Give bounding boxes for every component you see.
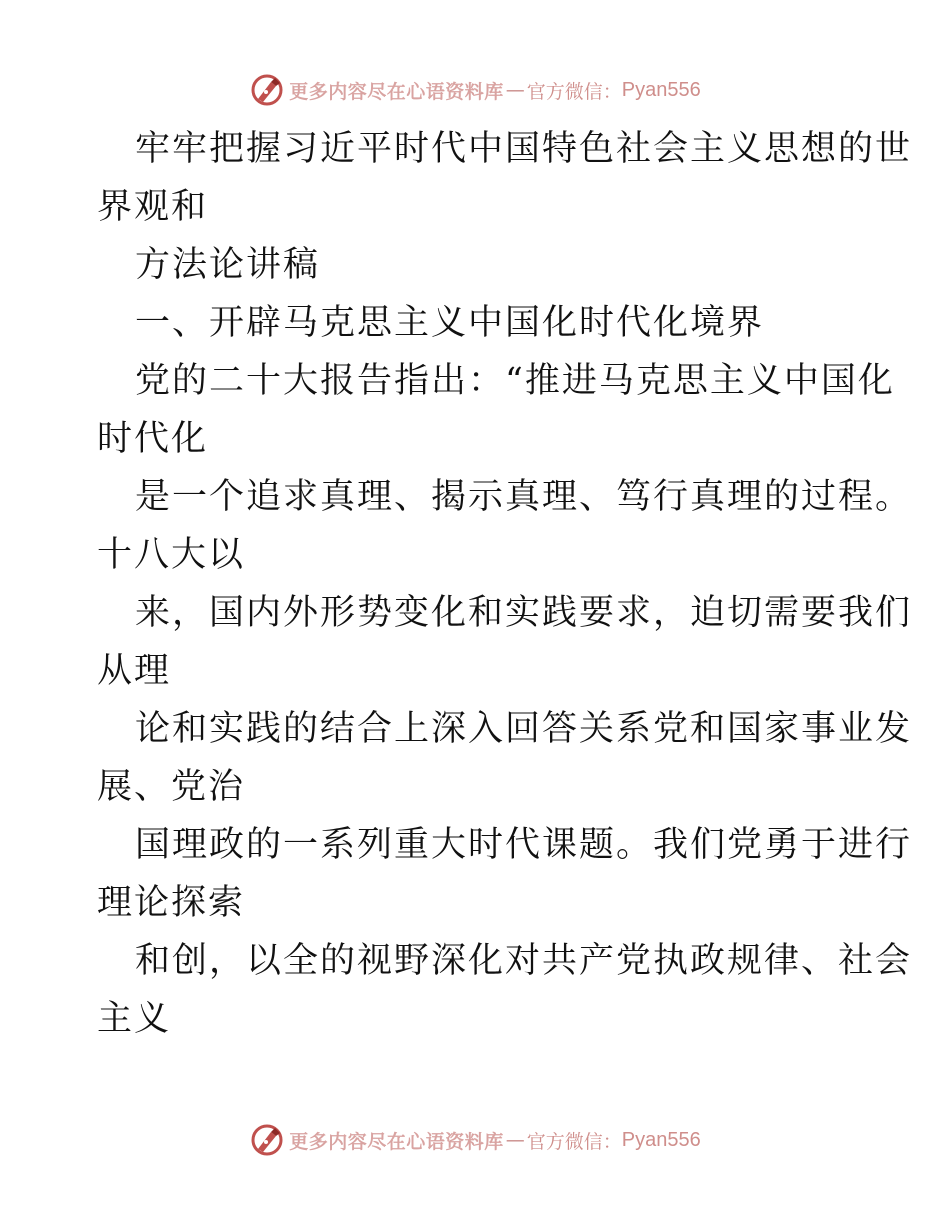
title-line-1: 牢牢把握习近平时代中国特色社会主义思想的世 bbox=[135, 129, 913, 169]
paragraph-line: 党的二十大报告指出：“推进马克思主义中国化 bbox=[135, 361, 895, 401]
paragraph-line: 国理政的一系列重大时代课题。我们党勇于进行 bbox=[135, 825, 913, 865]
footer-site-text: 更多内容尽在心语资料库 bbox=[289, 1130, 504, 1153]
paragraph-line: 从理 bbox=[97, 651, 172, 691]
paragraph-line: 展、党治 bbox=[97, 767, 246, 807]
pen-nib-logo-icon bbox=[249, 1122, 285, 1158]
title-line-2: 界观和 bbox=[97, 187, 209, 227]
footer-banner bbox=[0, 1120, 950, 1160]
footer-wechat-handle: Pyan556 bbox=[621, 1128, 701, 1151]
paragraph-line: 理论探索 bbox=[97, 883, 246, 923]
paragraph-line: 和创，以全的视野深化对共产党执政规律、社会 bbox=[135, 941, 913, 981]
paragraph-line: 十八大以 bbox=[97, 535, 246, 575]
pen-nib-logo-icon bbox=[249, 72, 285, 108]
footer-separator: — bbox=[505, 1129, 525, 1151]
header-banner bbox=[0, 70, 950, 110]
header-wechat-label: 官方微信： bbox=[526, 80, 622, 103]
title-line-3: 方法论讲稿 bbox=[135, 245, 321, 285]
header-site-text: 更多内容尽在心语资料库 bbox=[289, 80, 504, 103]
header-separator: — bbox=[505, 79, 525, 101]
paragraph-line: 是一个追求真理、揭示真理、笃行真理的过程。 bbox=[135, 477, 913, 517]
paragraph-line: 来，国内外形势变化和实践要求，迫切需要我们 bbox=[135, 593, 913, 633]
document-body bbox=[97, 120, 913, 1048]
paragraph-line: 时代化 bbox=[97, 419, 209, 459]
paragraph-line: 论和实践的结合上深入回答关系党和国家事业发 bbox=[135, 709, 913, 749]
footer-wechat-label: 官方微信： bbox=[526, 1130, 622, 1153]
section-heading: 一、开辟马克思主义中国化时代化境界 bbox=[135, 303, 765, 343]
paragraph-line: 主义 bbox=[97, 999, 172, 1039]
header-wechat-handle: Pyan556 bbox=[621, 78, 701, 101]
